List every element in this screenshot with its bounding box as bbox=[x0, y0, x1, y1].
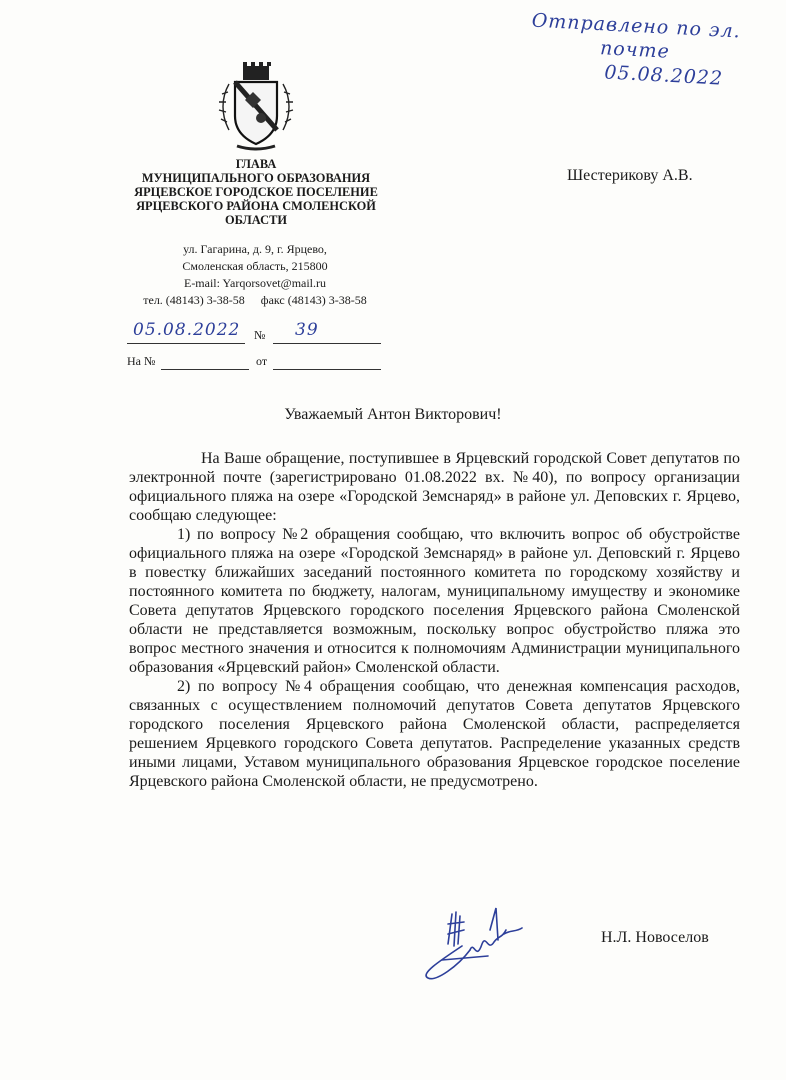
recipient-name: Шестерикову А.В. bbox=[567, 167, 693, 184]
incoming-number-underline bbox=[161, 369, 249, 370]
letterhead-title bbox=[118, 157, 394, 227]
letter-body bbox=[129, 449, 740, 791]
body-paragraph-intro: На Ваше обращение, поступившее в Ярцевский городской Совет депутатов по электронной почте (зарегистрировано 01.08.2022 вх. №40), по вопросу организации официального пляжа на озере «Городской Земснаряд» в районе ул. Деповских г. Ярцево, сообщаю следующее: bbox=[129, 450, 740, 524]
phone-number: тел. (48143) 3-38-58 bbox=[143, 293, 245, 307]
outgoing-reference bbox=[127, 322, 387, 346]
email-line: E-mail: Yarqorsovet@mail.ru bbox=[183, 276, 327, 290]
incoming-reference bbox=[127, 354, 387, 372]
signer-name: Н.Л. Новоселов bbox=[601, 929, 709, 946]
outgoing-date: 05.08.2022 bbox=[133, 320, 241, 340]
salutation: Уважаемый Антон Викторович! bbox=[284, 406, 502, 423]
letterhead-line: ЯРЦЕВСКОГО РАЙОНА СМОЛЕНСКОЙ bbox=[136, 199, 376, 213]
incoming-date-underline bbox=[273, 369, 381, 370]
address-line1: ул. Гагарина, д. 9, г. Ярцево, bbox=[183, 242, 327, 256]
contact-info bbox=[120, 241, 390, 309]
handwritten-note-date: 05.08.2022 bbox=[603, 61, 724, 90]
date-underline bbox=[127, 343, 245, 344]
handwritten-signature bbox=[418, 900, 538, 980]
body-paragraph-item2: 2) по вопросу №4 обращения сообщаю, что денежная компенсация расходов, связанных с осуществлением полномочий депутатов Совета депутатов Ярцевского городского поселения Ярцевского района Смоленской области, распределяется решением Ярцевкого городского Совета депутатов. Распределение указанных средств иными лицами, Уставом муниципального образования Ярцевское городское поселение Ярцевского района Смоленской области, не предусмотрено. bbox=[129, 678, 740, 790]
incoming-from-label: от bbox=[256, 354, 268, 368]
letterhead-line: ГЛАВА bbox=[235, 157, 277, 171]
number-underline bbox=[273, 343, 381, 344]
body-paragraph-item1: 1) по вопросу №2 обращения сообщаю, что включить вопрос об обустройстве официального пляжа на озере «Городской Земснаряд» в районе ул. Деповский г. Ярцево в повестку ближайших заседаний постоянного комитета по городскому хозяйству и постоянного комитета по бюджету, налогам, муниципальному имуществу и экономике Совета депутатов Ярцевского городского поселения Ярцевского района Смоленской области не представляется возможным, поскольку вопрос обустройство пляжа это вопрос местного значения и относится к полномочиям Администрации муниципального образования «Ярцевский район» Смоленской области. bbox=[129, 526, 740, 676]
outgoing-number: 39 bbox=[295, 320, 319, 340]
letterhead-line: ОБЛАСТИ bbox=[225, 213, 287, 227]
incoming-number-label: На № bbox=[127, 354, 156, 368]
phone-row bbox=[120, 292, 390, 309]
handwritten-note-line1: Отправлено по эл. почте bbox=[531, 9, 742, 63]
number-label: № bbox=[254, 328, 266, 342]
coat-of-arms-emblem bbox=[215, 60, 297, 152]
fax-number: факс (48143) 3-38-58 bbox=[260, 293, 367, 307]
handwritten-note bbox=[498, 7, 771, 93]
address-line2: Смоленская область, 215800 bbox=[182, 259, 328, 273]
letterhead-line: ЯРЦЕВСКОЕ ГОРОДСКОЕ ПОСЕЛЕНИЕ bbox=[134, 185, 378, 199]
letterhead-line: МУНИЦИПАЛЬНОГО ОБРАЗОВАНИЯ bbox=[141, 171, 371, 185]
